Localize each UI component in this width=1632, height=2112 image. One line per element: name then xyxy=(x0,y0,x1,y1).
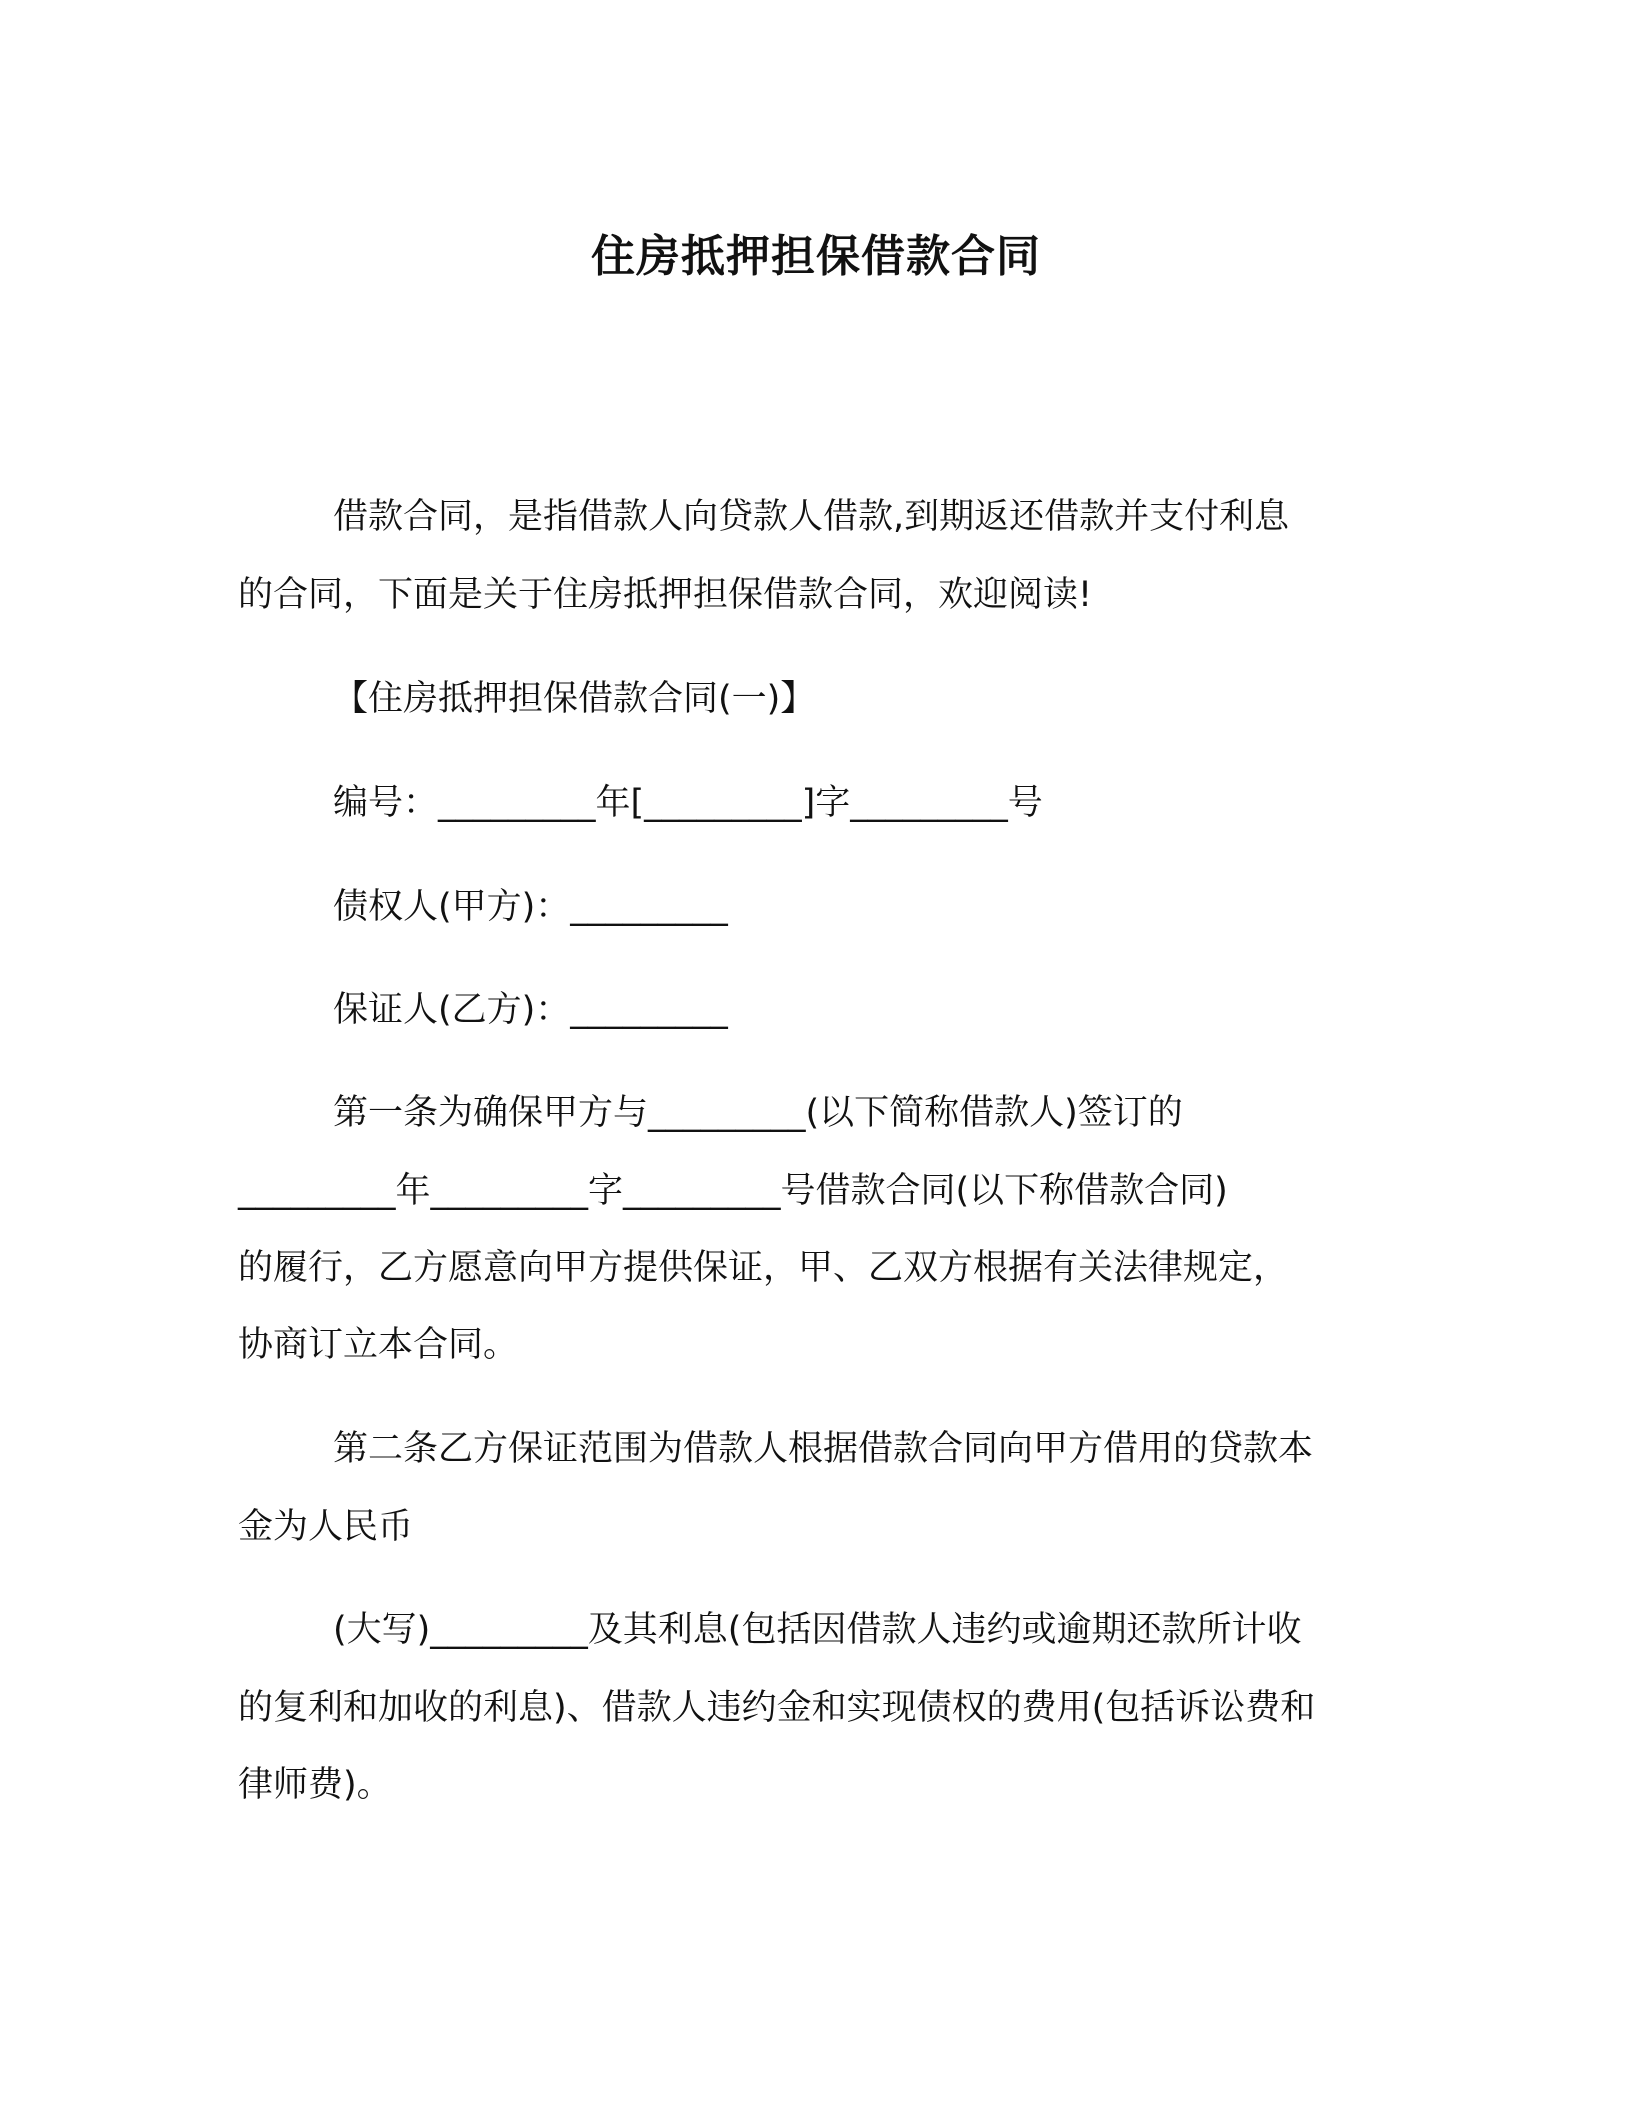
document-title: 住房抵押担保借款合同 xyxy=(591,231,1041,282)
article-2-line-1: 第二条乙方保证范围为借款人根据借款合同向甲方借用的贷款本 xyxy=(333,1429,1314,1469)
article-2-line-2: 金为人民币 xyxy=(238,1507,414,1547)
article-2-line-5: 律师费)。 xyxy=(238,1765,392,1805)
creditor-line: 债权人(甲方)：_________ xyxy=(333,887,728,927)
contract-number-line: 编号：_________年[_________]字_________号 xyxy=(333,783,1043,823)
article-1-line-2: _________年_________字_________号借款合同(以下称借款合同) xyxy=(238,1171,1228,1211)
article-1-line-3: 的履行，乙方愿意向甲方提供保证，甲、乙双方根据有关法律规定， xyxy=(238,1248,1289,1288)
guarantor-line: 保证人(乙方)：_________ xyxy=(333,990,728,1030)
article-1-line-1: 第一条为确保甲方与_________(以下简称借款人)签订的 xyxy=(333,1093,1183,1133)
article-2-line-4: 的复利和加收的利息)、借款人违约金和实现债权的费用(包括诉讼费和 xyxy=(238,1688,1316,1728)
article-2-line-3: (大写)_________及其利息(包括因借款人违约或逾期还款所计收 xyxy=(333,1610,1302,1650)
intro-line-2: 的合同，下面是关于住房抵押担保借款合同，欢迎阅读! xyxy=(238,575,1093,615)
section-heading: 【住房抵押担保借款合同(一)】 xyxy=(333,679,816,719)
article-1-line-4: 协商订立本合同。 xyxy=(238,1325,519,1365)
intro-line-1: 借款合同，是指借款人向贷款人借款,到期返还借款并支付利息 xyxy=(333,497,1290,537)
